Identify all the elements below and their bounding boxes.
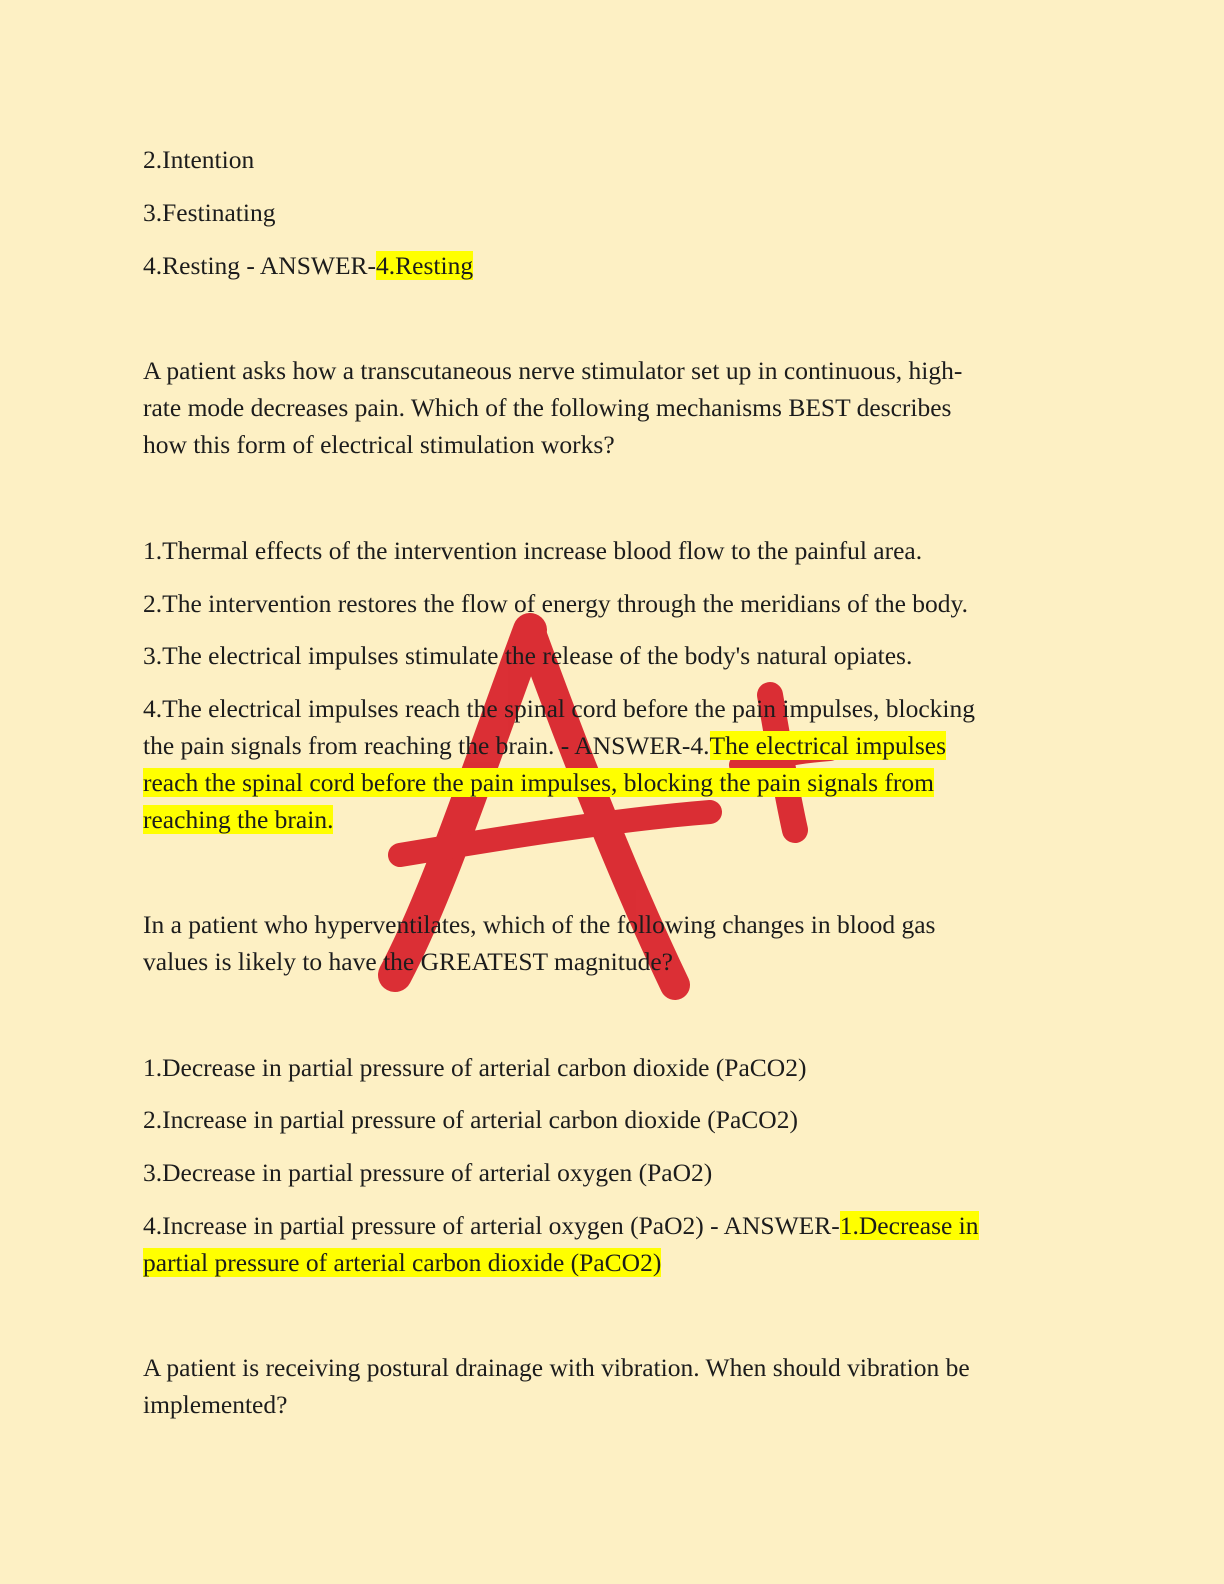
q1-option-1: 1.Thermal effects of the intervention increase blood flow to the painful area. [143,536,923,565]
q2-answer-prefix: - ANSWER- [703,1211,840,1240]
q2-question-line-2: values is likely to have the GREATEST magnitude? [143,947,673,976]
q0-answer-highlight: 4.Resting [376,251,474,280]
q2-question-line-1: In a patient who hyperventilates, which of the following changes in blood gas [143,910,936,939]
q1-answer-prefix: - ANSWER-4. [554,731,710,760]
q1-option-2: 2.The intervention restores the flow of energy through the meridians of the body. [143,589,968,618]
q3-question-line-2: implemented? [143,1390,288,1419]
q2-option-1: 1.Decrease in partial pressure of arterial carbon dioxide (PaCO2) [143,1053,807,1082]
q1-option-4-line-1: 4.The electrical impulses reach the spinal cord before the pain impulses, blocking [143,694,976,723]
q2-option-3: 3.Decrease in partial pressure of arterial oxygen (PaO2) [143,1158,713,1187]
q2-option-4-with-answer [143,1207,979,1244]
q0-option-2: 2.Intention [143,145,255,174]
q3-question-line-1: A patient is receiving postural drainage with vibration. When should vibration be [143,1353,970,1382]
q0-option-3: 3.Festinating [143,198,276,227]
q1-question-line-3: how this form of electrical stimulation works? [143,430,615,459]
q1-answer-highlight-line-1: The electrical impulses [709,731,947,760]
q0-option-4-with-answer [143,247,473,284]
q1-answer-highlight-line-2: reach the spinal cord before the pain impulses, blocking the pain signals from [143,768,934,797]
q2-answer-highlight-line-1: 1.Decrease in [839,1211,979,1240]
q1-answer-highlight-line-3: reaching the brain. [143,805,334,834]
q2-answer-highlight-line-2: partial pressure of arterial carbon dioxide (PaCO2) [143,1248,662,1277]
q1-option-4-line-2-with-answer [143,727,946,764]
q0-option-4: 4.Resting [143,251,241,280]
q1-question-line-1: A patient asks how a transcutaneous nerve stimulator set up in continuous, high- [143,356,963,385]
q1-question-line-2: rate mode decreases pain. Which of the following mechanisms BEST describes [143,393,952,422]
q1-option-4-line-2: the pain signals from reaching the brain. [143,731,555,760]
q2-option-2: 2.Increase in partial pressure of arterial carbon dioxide (PaCO2) [143,1105,798,1134]
q2-answer-line-2-wrap [143,1244,661,1281]
q1-answer-line-2-wrap [143,764,934,801]
q1-option-3: 3.The electrical impulses stimulate the release of the body's natural opiates. [143,641,913,670]
q1-answer-line-3-wrap [143,801,333,838]
watermark-a-crossbar [400,812,710,855]
q2-option-4: 4.Increase in partial pressure of arterial oxygen (PaO2) [143,1211,704,1240]
q0-answer-prefix: - ANSWER- [240,251,377,280]
